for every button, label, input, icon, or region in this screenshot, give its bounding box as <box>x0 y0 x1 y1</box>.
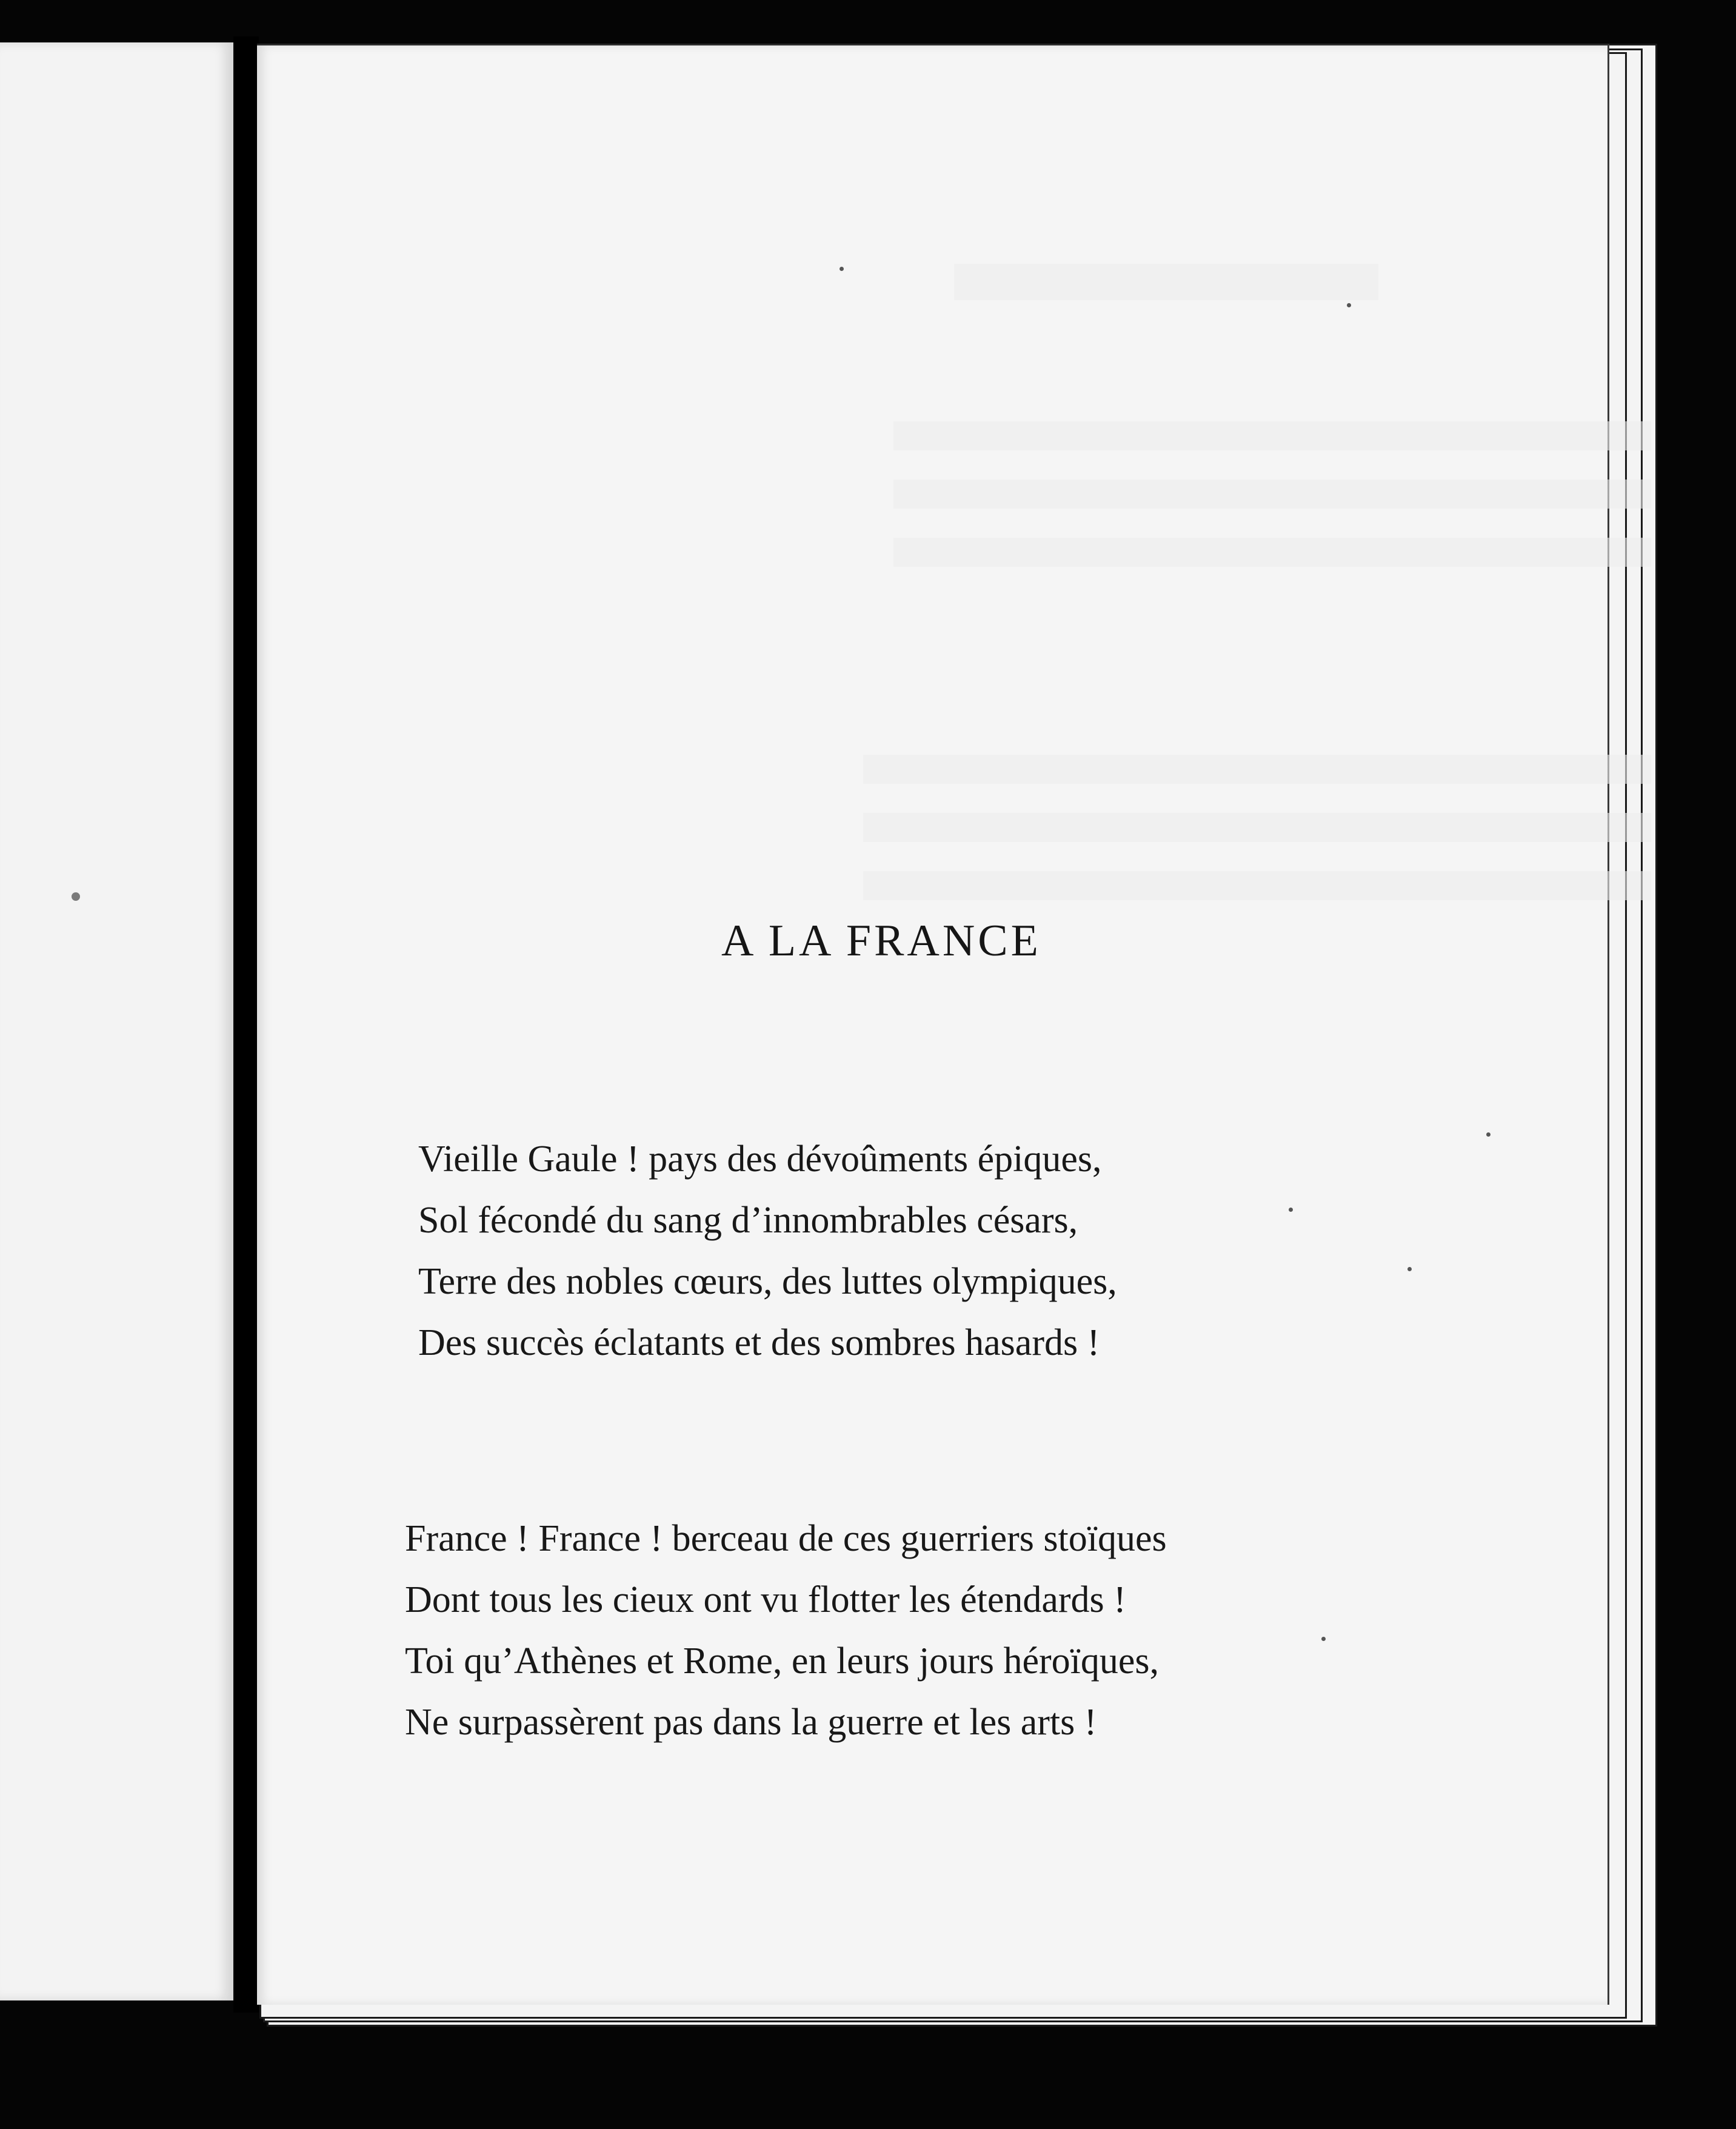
show-through-text <box>863 755 1651 900</box>
paper-speck <box>1321 1637 1326 1641</box>
verse-line: Terre des nobles cœurs, des luttes olympiques, <box>418 1261 1117 1302</box>
left-facing-page <box>0 42 236 2000</box>
paper-speck <box>1289 1208 1293 1212</box>
paper-spot <box>72 892 80 901</box>
verse-line: Des succès éclatants et des sombres hasards ! <box>418 1322 1100 1363</box>
paper-speck <box>1486 1132 1491 1137</box>
verse-line: Toi qu’Athènes et Rome, en leurs jours héroïques, <box>405 1640 1159 1682</box>
show-through-text <box>893 421 1651 567</box>
verse-line: Vieille Gaule ! pays des dévoûments épiques, <box>418 1138 1102 1180</box>
stanza-2 <box>405 1508 1167 1753</box>
verse-line: Sol fécondé du sang d’innombrables césars, <box>418 1200 1078 1241</box>
verse-line: Dont tous les cieux ont vu flotter les étendards ! <box>405 1579 1126 1620</box>
stanza-1 <box>418 1129 1117 1374</box>
verse-line: France ! France ! berceau de ces guerriers stoïques <box>405 1518 1167 1559</box>
verse-line: Ne surpassèrent pas dans la guerre et les arts ! <box>405 1702 1097 1743</box>
paper-speck <box>1407 1267 1412 1271</box>
paper-speck <box>840 267 844 271</box>
paper-speck <box>1347 303 1351 307</box>
show-through-text <box>954 264 1378 300</box>
book-gutter <box>233 36 259 2013</box>
poem-title: A LA FRANCE <box>721 916 1041 966</box>
